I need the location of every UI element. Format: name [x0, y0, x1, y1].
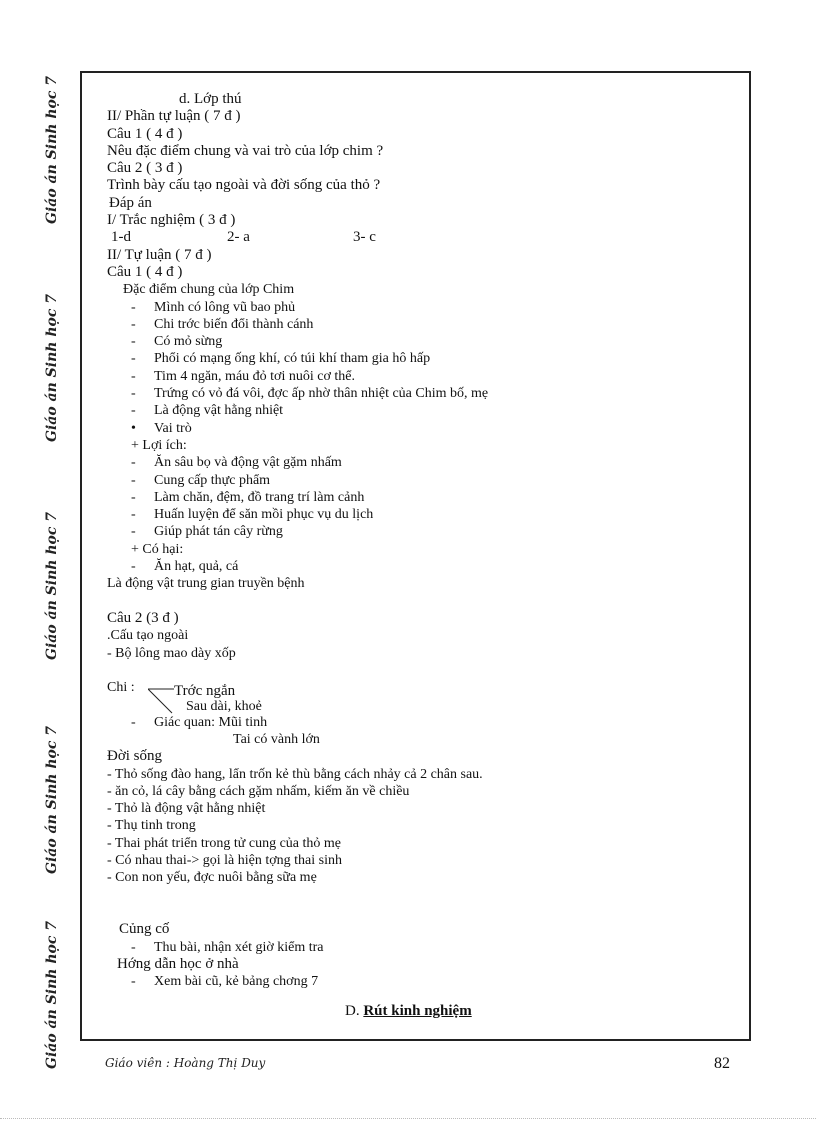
list-dash: - — [131, 714, 136, 730]
text-line — [107, 817, 737, 834]
line-text: Tai có vành lớn — [233, 731, 320, 747]
list-item: Giúp phát tán cây rừng — [154, 524, 283, 540]
text-line — [107, 645, 737, 662]
side-label-3: Giáo án Sinh học 7 — [44, 512, 60, 660]
answer-item: 3- c — [353, 229, 376, 246]
text-line — [107, 108, 737, 125]
text-line — [107, 472, 737, 489]
list-dash: - — [131, 351, 136, 367]
text-line — [107, 627, 737, 644]
text-line — [107, 160, 737, 177]
text-line — [107, 212, 737, 229]
list-dash: - — [131, 489, 136, 505]
text-line — [107, 126, 737, 143]
line-text: II/ Tự luận ( 7 đ ) — [107, 246, 212, 263]
line-text: Củng cố — [119, 921, 170, 938]
line-text: Đáp án — [109, 194, 152, 211]
text-line — [107, 852, 737, 869]
line-text: Hớng dẫn học ở nhà — [117, 955, 239, 972]
line-text: Là động vật trung gian truyền bệnh — [107, 576, 305, 592]
text-line — [107, 921, 737, 938]
line-text: Đặc điểm chung của lớp Chim — [123, 282, 295, 298]
line-text: Câu 2 (3 đ ) — [107, 609, 179, 626]
text-line — [107, 368, 737, 385]
text-line — [107, 610, 737, 627]
list-item: Cung cấp thực phẩm — [154, 472, 271, 488]
list-item: Tim 4 ngăn, máu đỏ tơi nuôi cơ thể. — [154, 368, 355, 384]
section-d-prefix: D. — [345, 1003, 360, 1019]
bottom-divider — [0, 1118, 816, 1119]
text-line — [107, 506, 737, 523]
text-line — [107, 402, 737, 419]
list-dash: - — [131, 299, 136, 315]
text-line — [107, 437, 737, 454]
list-dash: - — [131, 559, 136, 575]
text-line — [107, 973, 737, 990]
bullet-item: Vai trò — [154, 420, 192, 436]
text-line — [107, 350, 737, 367]
list-item: Giác quan: Mũi tinh — [154, 714, 268, 730]
list-item: Làm chăn, đệm, đồ trang trí làm cảnh — [154, 489, 365, 505]
text-line — [107, 783, 737, 800]
text-line — [107, 800, 737, 817]
list-dash: - — [131, 524, 136, 540]
line-text: - Có nhau thai-> gọi là hiện tợng thai sinh — [107, 853, 342, 869]
chi-front: Trớc ngắn — [174, 683, 236, 699]
document-body — [107, 91, 737, 990]
line-text: Câu 1 ( 4 đ ) — [107, 263, 183, 280]
text-line — [107, 662, 737, 679]
list-dash: - — [131, 386, 136, 402]
line-text: Nêu đặc điểm chung và vai trò của lớp chim ? — [107, 142, 384, 159]
text-line — [107, 714, 737, 731]
list-item: Xem bài cũ, kẻ bảng chơng 7 — [154, 974, 319, 990]
text-line — [107, 143, 737, 160]
list-dash: - — [131, 974, 136, 990]
text-line — [107, 229, 737, 246]
list-item: Ăn sâu bọ và động vật gặm nhấm — [154, 455, 342, 471]
line-text: - Bộ lông mao dày xốp — [107, 645, 236, 661]
list-dash: - — [131, 368, 136, 384]
text-line — [107, 195, 737, 212]
text-line — [107, 835, 737, 852]
side-label-1: Giáo án Sinh học 7 — [44, 76, 60, 224]
text-line — [107, 264, 737, 281]
line-text: .Cấu tạo ngoài — [107, 628, 189, 644]
text-line — [107, 748, 737, 765]
section-d-title: Rút kinh nghiệm — [363, 1003, 472, 1019]
text-line — [107, 454, 737, 471]
line-text: Câu 2 ( 3 đ ) — [107, 160, 183, 177]
page-number: 82 — [714, 1055, 730, 1072]
side-label-5: Giáo án Sinh học 7 — [44, 921, 60, 1069]
text-line — [107, 316, 737, 333]
text-line — [107, 281, 737, 298]
text-line — [107, 489, 737, 506]
line-text: - Thai phát triển trong tử cung của thỏ mẹ — [107, 835, 341, 851]
list-item: Thu bài, nhận xét giờ kiểm tra — [154, 939, 324, 955]
line-text: Chi : — [107, 680, 135, 696]
text-line — [107, 869, 737, 886]
text-line — [107, 904, 737, 921]
text-line — [107, 887, 737, 904]
list-item: Có mỏ sừng — [154, 334, 223, 350]
text-line — [107, 558, 737, 575]
side-label-4: Giáo án Sinh học 7 — [44, 726, 60, 874]
line-text: - Thỏ sống đào hang, lẩn trốn kẻ thù bằng cách nhảy cả 2 chân sau. — [107, 766, 483, 782]
list-item: Là động vật hằng nhiệt — [154, 403, 284, 419]
answer-item: 2- a — [227, 229, 250, 246]
line-text: + Có hại: — [131, 541, 184, 557]
chi-back: Sau dài, khoẻ — [186, 699, 262, 714]
text-line — [107, 731, 737, 748]
line-text: - Thỏ là động vật hằng nhiệt — [107, 801, 266, 817]
text-line — [107, 91, 737, 108]
text-line — [107, 593, 737, 610]
section-d — [345, 1003, 472, 1020]
line-text: - Thụ tinh trong — [107, 818, 196, 834]
text-line — [107, 766, 737, 783]
teacher-name: Giáo viên : Hoàng Thị Duy — [105, 1056, 266, 1070]
text-line — [107, 523, 737, 540]
list-dash: - — [131, 334, 136, 350]
line-text: Trình bày cấu tạo ngoài và đời sống của thỏ ? — [107, 177, 381, 194]
line-text: d. Lớp thú — [179, 91, 242, 107]
text-line — [107, 333, 737, 350]
text-line — [107, 956, 737, 973]
text-line — [107, 939, 737, 956]
list-item: Mình có lông vũ bao phủ — [154, 299, 296, 315]
list-item: Huấn luyện để săn mồi phục vụ du lịch — [154, 507, 374, 523]
list-dash: - — [131, 939, 136, 955]
list-item: Trứng có vỏ đá vôi, đợc ấp nhờ thân nhiệt của Chim bố, mẹ — [154, 386, 489, 402]
list-dash: - — [131, 455, 136, 471]
side-label-2: Giáo án Sinh học 7 — [44, 294, 60, 442]
bullet-icon: • — [131, 420, 136, 436]
line-text: + Lợi ích: — [131, 437, 187, 453]
line-text: II/ Phần tự luận ( 7 đ ) — [107, 108, 241, 125]
line-text: I/ Trắc nghiệm ( 3 đ ) — [107, 212, 236, 229]
text-line — [107, 177, 737, 194]
line-text: - ăn cỏ, lá cây bằng cách gặm nhấm, kiếm ăn về chiều — [107, 783, 410, 799]
line-text: Câu 1 ( 4 đ ) — [107, 125, 183, 142]
text-line — [107, 420, 737, 437]
list-item: Phổi có mạng ống khí, có túi khí tham gia hô hấp — [154, 351, 431, 367]
list-dash: - — [131, 472, 136, 488]
line-text: 1-d — [111, 229, 131, 246]
text-line — [107, 385, 737, 402]
text-line — [107, 541, 737, 558]
text-line — [107, 575, 737, 592]
list-dash: - — [131, 403, 136, 419]
list-item: Chi trớc biến đổi thành cánh — [154, 316, 314, 332]
list-dash: - — [131, 316, 136, 332]
list-dash: - — [131, 507, 136, 523]
line-text: Đời sống — [107, 748, 163, 765]
text-line — [107, 299, 737, 316]
text-line — [107, 247, 737, 264]
line-text: - Con non yếu, đợc nuôi bằng sữa mẹ — [107, 870, 317, 886]
list-item: Ăn hạt, quả, cá — [154, 559, 239, 575]
